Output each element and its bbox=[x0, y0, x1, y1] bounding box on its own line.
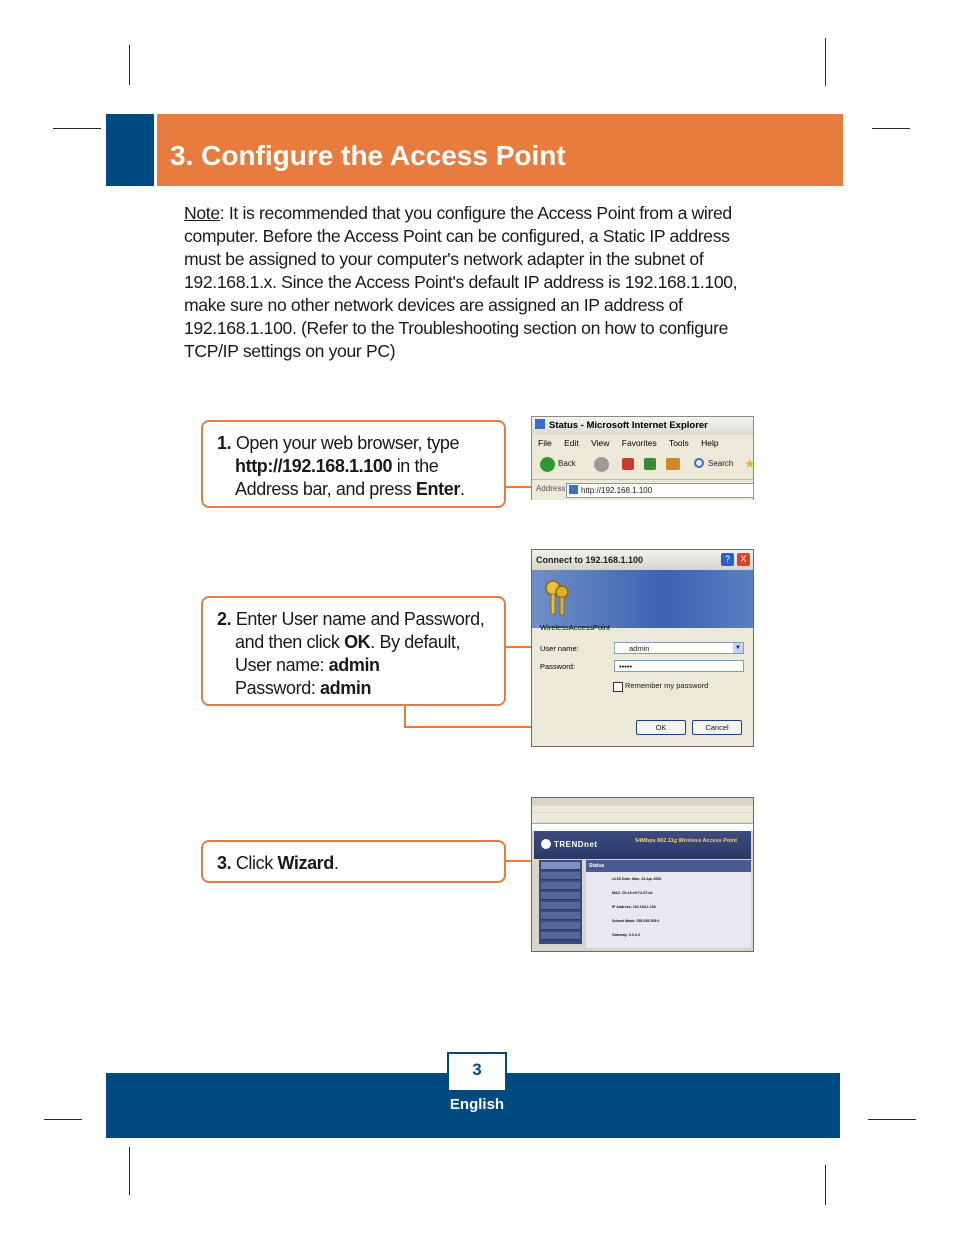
login-dialog-screenshot bbox=[531, 549, 754, 747]
crop-mark bbox=[872, 128, 910, 129]
trendnet-header bbox=[534, 831, 751, 859]
user-name-label: User name: bbox=[540, 644, 579, 653]
remember-checkbox[interactable] bbox=[613, 682, 623, 692]
crop-mark bbox=[825, 1165, 826, 1205]
chevron-down-icon[interactable]: ▼ bbox=[733, 643, 743, 653]
search-button-label[interactable]: Search bbox=[708, 459, 734, 468]
sidebar-item[interactable] bbox=[541, 912, 580, 920]
crop-mark bbox=[825, 38, 826, 86]
ie-address-bar bbox=[532, 479, 753, 500]
sidebar-item[interactable] bbox=[541, 932, 580, 940]
stop-icon[interactable] bbox=[622, 458, 634, 470]
browser-title-bar bbox=[532, 798, 753, 805]
forward-arrow-icon[interactable] bbox=[594, 457, 609, 472]
favorites-star-icon[interactable]: ★ bbox=[744, 456, 756, 471]
crop-mark bbox=[129, 1147, 130, 1195]
menu-help[interactable]: Help bbox=[701, 438, 719, 448]
user-name-input[interactable]: admin ▼ bbox=[614, 642, 744, 654]
browser-address-bar bbox=[532, 823, 753, 831]
step-1-box: 1. Open your web browser, type http://192.168.1.100 in the Address bar, and press Enter. bbox=[201, 420, 506, 508]
sidebar-item[interactable] bbox=[541, 892, 580, 900]
search-icon[interactable] bbox=[694, 458, 704, 468]
menu-view[interactable]: View bbox=[591, 438, 610, 448]
step-2-box: 2. Enter User name and Password, and then click OK. By default, User name: admin Password: admin bbox=[201, 596, 506, 706]
note-label: Note bbox=[184, 203, 220, 223]
page-icon bbox=[569, 485, 578, 494]
status-row: Subnet Mask: 255.255.255.0 bbox=[612, 919, 660, 923]
sidebar-item[interactable] bbox=[541, 922, 580, 930]
step-3-box: 3. Click Wizard. bbox=[201, 840, 506, 883]
address-label: Address bbox=[536, 484, 566, 493]
password-input[interactable]: ••••• bbox=[614, 660, 744, 672]
dialog-banner bbox=[532, 570, 753, 628]
header-blue-tab bbox=[106, 114, 154, 186]
crop-mark bbox=[129, 45, 130, 85]
status-row: IP Address: 192.168.1.100 bbox=[612, 905, 656, 909]
sidebar-item[interactable] bbox=[541, 872, 580, 880]
status-heading: Status bbox=[586, 860, 751, 872]
browser-menu-bar bbox=[532, 806, 753, 812]
menu-favorites[interactable]: Favorites bbox=[621, 438, 657, 448]
ie-icon bbox=[535, 419, 545, 429]
back-arrow-icon[interactable] bbox=[540, 457, 555, 472]
product-name: 54Mbps 802.11g Wireless Access Point bbox=[635, 838, 737, 844]
back-button-label[interactable]: Back bbox=[558, 459, 576, 468]
remember-label: Remember my password bbox=[625, 681, 709, 690]
refresh-icon[interactable] bbox=[644, 458, 656, 470]
ie-title-bar: Status - Microsoft Internet Explorer bbox=[532, 417, 753, 435]
password-label: Password: bbox=[540, 662, 576, 671]
connector-line bbox=[404, 706, 406, 728]
note-paragraph: Note: It is recommended that you configure the Access Point from a wired computer. Before the Access Point can be configured, a Static IP address must be assigned to your computer's network adapter in the subnet of 192.168.1.x. Since the Access Point's default IP address is 192.168.1.100, make sure no other network devices are assigned an IP address of 192.168.1.100. (Refer to the Troubleshooting section on how to configure TCP/IP settings on your PC) bbox=[184, 203, 738, 361]
browser-toolbar bbox=[532, 813, 753, 822]
menu-tools[interactable]: Tools bbox=[668, 438, 689, 448]
trendnet-utility-screenshot bbox=[531, 797, 754, 952]
dialog-title-bar: Connect to 192.168.1.100 bbox=[532, 550, 753, 570]
status-row: MAC: 00:15:e9:72:37:b4 bbox=[612, 891, 653, 895]
status-row: v1.00 Date: Mon, 24 Apr 2006 bbox=[612, 877, 662, 881]
ie-menu-bar bbox=[538, 438, 729, 448]
ie-toolbar bbox=[538, 455, 758, 475]
page-number: 3 bbox=[472, 1060, 482, 1079]
address-input[interactable]: http://192.168.1.100 bbox=[566, 483, 754, 498]
sidebar-item[interactable] bbox=[541, 902, 580, 910]
menu-edit[interactable]: Edit bbox=[564, 438, 579, 448]
sidebar-item[interactable] bbox=[541, 882, 580, 890]
ie-window-screenshot bbox=[531, 416, 754, 500]
sidebar-item-wizard[interactable] bbox=[541, 862, 580, 870]
home-icon[interactable] bbox=[666, 458, 680, 470]
status-row: Gateway: 0.0.0.0 bbox=[612, 933, 640, 937]
trendnet-logo: TRENDnet bbox=[541, 839, 598, 849]
realm-label: WirelessAccessPoint bbox=[540, 623, 611, 632]
menu-file[interactable]: File bbox=[538, 438, 552, 448]
crop-mark bbox=[53, 128, 101, 129]
ok-button[interactable]: OK bbox=[636, 720, 686, 735]
trendnet-sidebar bbox=[539, 860, 582, 944]
close-button[interactable]: X bbox=[737, 553, 750, 566]
keys-icon bbox=[542, 578, 572, 618]
help-button[interactable]: ? bbox=[721, 553, 734, 566]
crop-mark bbox=[44, 1119, 82, 1120]
language-label: English bbox=[449, 1096, 505, 1113]
page-title: 3. Configure the Access Point bbox=[170, 140, 566, 171]
cancel-button[interactable]: Cancel bbox=[692, 720, 742, 735]
crop-mark bbox=[868, 1119, 916, 1120]
trendnet-main bbox=[586, 860, 751, 948]
